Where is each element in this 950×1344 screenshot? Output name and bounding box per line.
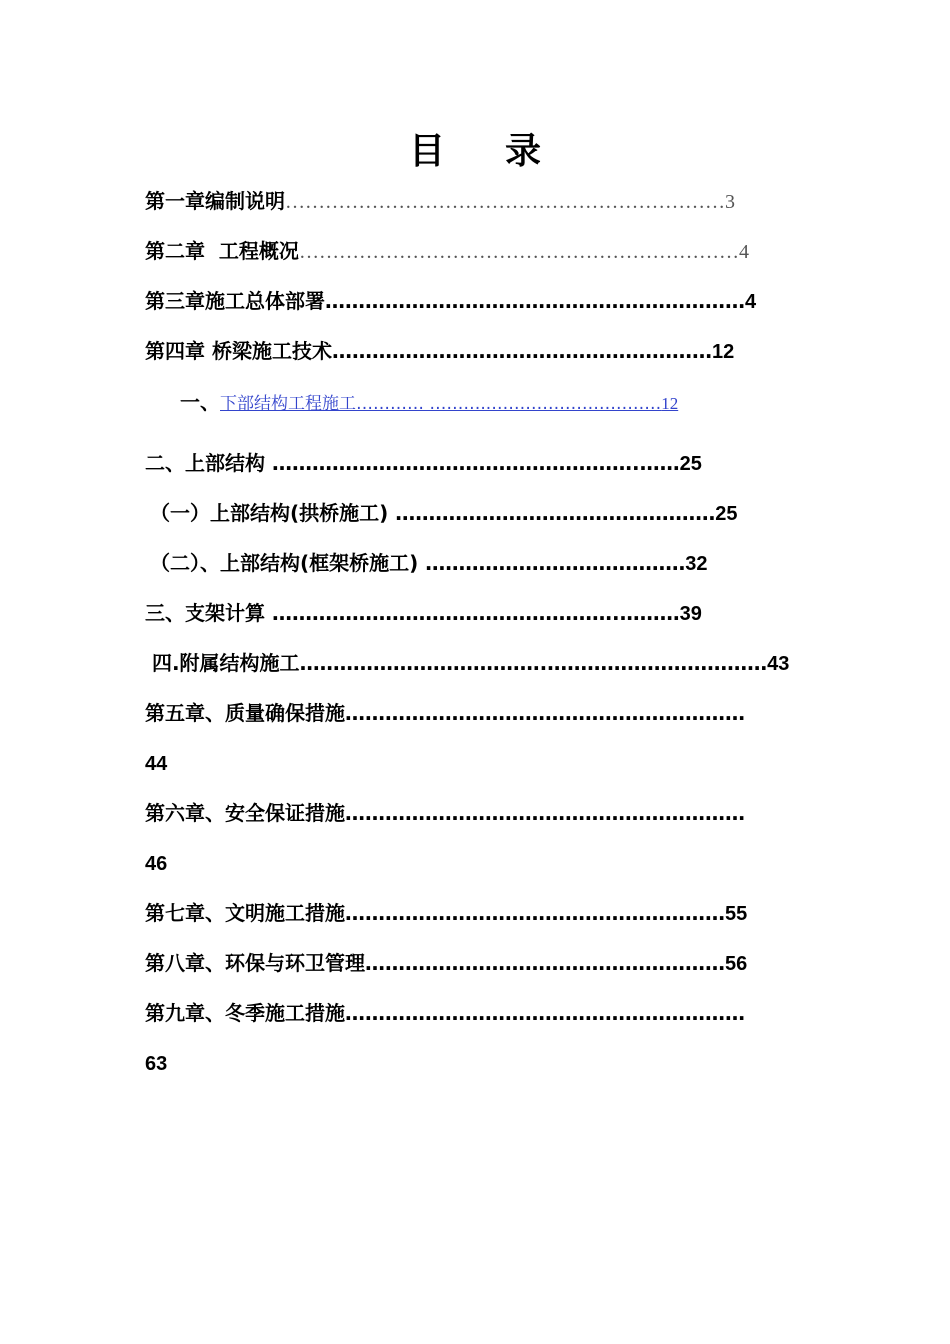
toc-entry-dots: ………………………………………………………	[325, 289, 745, 313]
toc-entry-text: 第一章编制说明	[145, 189, 285, 213]
toc-entry-page: 39	[679, 603, 702, 625]
toc-entry-page: 4	[745, 291, 757, 313]
toc-entry-page: 46	[145, 853, 168, 875]
toc-entry-frame-bridge[interactable]	[150, 550, 708, 577]
toc-entry-page: 44	[145, 753, 168, 775]
toc-entry-ch9-page	[145, 1050, 167, 1077]
toc-entry-superstructure[interactable]	[145, 450, 702, 477]
toc-entry-dots: …………………………………………………………	[298, 241, 739, 263]
toc-entry-dots: …………………………………………….………	[271, 601, 680, 625]
toc-entry-dots: …………………………………	[425, 551, 686, 575]
toc-entry-text: 第三章施工总体部署	[145, 289, 325, 313]
toc-entry-text: 四.附属结构施工	[145, 651, 300, 675]
toc-entry-substructure[interactable]	[180, 389, 678, 417]
toc-entry-dots: …………………………………………………	[331, 339, 712, 363]
toc-entry-page: 25	[715, 503, 738, 525]
toc-entry-text: 第五章、质量确保措施	[145, 701, 345, 725]
page-title	[0, 128, 950, 176]
toc-entry-ch4[interactable]	[145, 338, 734, 365]
toc-entry-support-calc[interactable]	[145, 600, 702, 627]
toc-entry-dots: ……………………………………………………	[345, 1001, 745, 1025]
toc-entry-page: 12	[711, 341, 735, 363]
toc-entry-ch6-page	[145, 850, 167, 877]
toc-entry-prefix: 一、	[180, 390, 220, 414]
toc-entry-auxiliary[interactable]	[145, 650, 789, 677]
toc-entry-ch9[interactable]	[145, 1000, 745, 1026]
toc-link-substructure[interactable]	[220, 394, 678, 414]
toc-entry-ch3[interactable]	[145, 288, 756, 315]
toc-entry-page: 32	[685, 553, 708, 575]
title-char-2: 录	[505, 131, 542, 172]
toc-entry-page: 12	[661, 394, 679, 413]
toc-entry-page: 63	[145, 1053, 168, 1075]
toc-entry-ch1[interactable]	[145, 188, 735, 215]
toc-entry-dots: …………………………………………………………	[285, 191, 725, 213]
toc-entry-ch5-page	[145, 750, 167, 777]
toc-entry-dots: …………………………………………………	[345, 901, 725, 925]
toc-entry-ch6[interactable]	[145, 800, 745, 826]
toc-entry-page: 56	[725, 953, 748, 975]
toc-entry-page: 4	[738, 241, 749, 263]
toc-entry-ch8[interactable]	[145, 950, 747, 977]
toc-entry-text: 第四章 桥梁施工技术	[145, 339, 332, 363]
toc-entry-page: 25	[679, 453, 702, 475]
toc-entry-dots: ……………………………………………….……	[271, 451, 680, 475]
toc-entry-text: 第六章、安全保证措施	[145, 801, 345, 825]
title-char-1: 目	[408, 131, 445, 172]
toc-entry-dots: ………… ………..…………………………	[356, 394, 662, 414]
toc-entry-dots: …………………………………………	[395, 501, 716, 525]
toc-entry-page: 3	[725, 191, 735, 213]
toc-entry-ch5[interactable]	[145, 700, 745, 726]
toc-entry-text: 第七章、文明施工措施	[145, 901, 345, 925]
toc-entry-dots: ……………………………………………………	[345, 801, 745, 825]
toc-entry-text: （二）、上部结构(框架桥施工)	[150, 551, 426, 575]
toc-entry-dots: ……………………………….……………………………	[299, 651, 768, 675]
toc-entry-text: 二、上部结构	[145, 451, 272, 475]
toc-entry-page: 43	[767, 653, 790, 675]
toc-entry-text: 三、支架计算	[145, 601, 272, 625]
toc-entry-arch-bridge[interactable]	[150, 500, 738, 527]
toc-entry-text: 第九章、冬季施工措施	[145, 1001, 345, 1025]
toc-entry-text: 第八章、环保与环卫管理	[145, 951, 365, 975]
toc-entry-dots: ……………………………………………………	[345, 701, 745, 725]
toc-entry-ch2[interactable]	[145, 238, 749, 265]
toc-entry-text: 第二章 工程概况	[145, 239, 299, 263]
toc-entry-ch7[interactable]	[145, 900, 747, 927]
toc-entry-text: 下部结构工程施工	[220, 394, 356, 414]
toc-entry-page: 55	[725, 903, 748, 925]
toc-entry-dots: ………………………………………………	[365, 951, 725, 975]
toc-entry-text: （一）上部结构(拱桥施工)	[150, 501, 396, 525]
